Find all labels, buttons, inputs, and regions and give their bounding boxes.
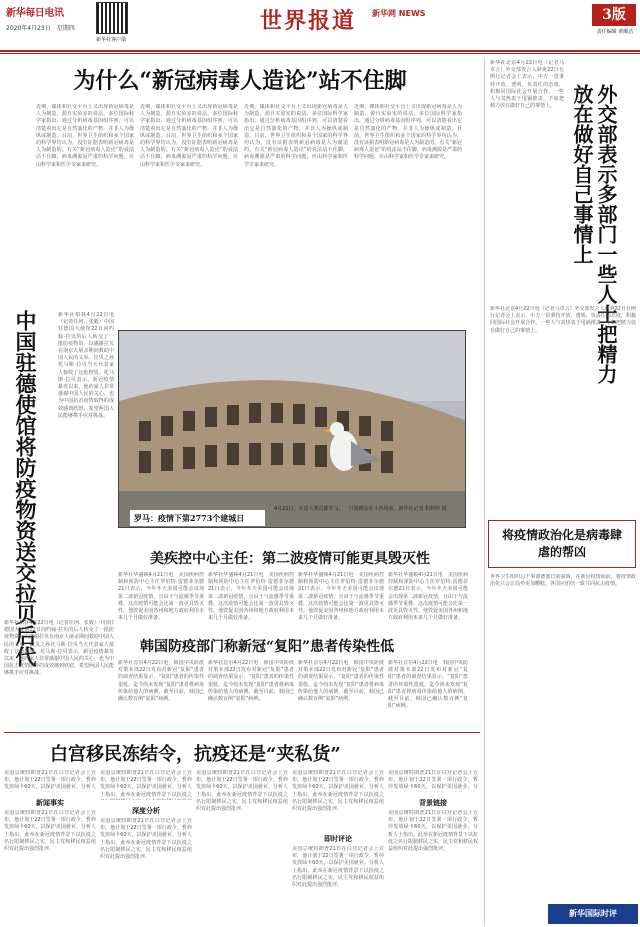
whitehouse-body-col5a: 美国总统特朗普21日在白宫记者会上宣布，他计划于22日签署一项行政令，暂停发放绿卡60天，以保护美国就业。分	[388, 770, 478, 791]
box-headline[interactable]: 将疫情政治化是病毒肆虐的帮凶	[501, 528, 622, 559]
germany-body-col1: 新华社柏林4月22日电（记者任珂、张毅）中国驻德国大使馆22日向约翰·拉贝的后人转交了一批防疫物资，以感谢拉贝在南京大屠杀期间救助中国人民的义举。拉贝之孙托马斯·拉贝当天代表家人接收了这批物资。托马斯·拉贝表示，新冠疫情暴发以来，他的家人非常感谢中国人民的关心，也为中国抗击疫情取得的成效感到欣慰，希望两国人民能够携手应对挑战。	[58, 312, 114, 419]
editor-credit: 责任编辑 黄顺洁	[596, 29, 634, 35]
subhead-commentary: 即时评论	[324, 835, 352, 843]
subhead-facts: 新闻事实	[36, 799, 64, 807]
page-number: 3版	[592, 4, 636, 26]
subhead-analysis: 深度分析	[132, 807, 160, 815]
side-body-bottom: 新华社北京4月22日电（记者马卓言）外交部发言人耿爽22日在例行记者会上表示，中方一贯秉持开放、透明、负责任的态度，积极同国际社会开展合作。一些人与其热衷于甩锅推责，不如把精力放在做好自己的事情上。	[490, 306, 636, 334]
whitehouse-body-col2a: 美国总统特朗普21日在白宫记者会上宣布，他计划于22日签署一项行政令，暂停发放绿卡60天，以保护美国就业。分析人士指出，此举在新冠疫情背景下以抗疫之	[100, 770, 192, 798]
qr-label: 新华社客户端	[96, 37, 127, 43]
news-logo: 新华网 NEWS	[372, 9, 426, 18]
whitehouse-body-col1a: 美国总统特朗普21日在白宫记者会上宣布，他计划于22日签署一项行政令，暂停发放绿卡60天，以保护美国就业。分析人	[4, 770, 96, 791]
whitehouse-body-col1b: 美国总统特朗普21日在白宫记者会上宣布，他计划于22日签署一项行政令，暂停发放绿卡60天，以保护美国就业。分析人士指出，此举在新冠疫情背景下以抗疫之名行限制移民之实，民主党和移民权益组织对此提出强烈批评。	[4, 810, 96, 853]
korea-headline[interactable]: 韩国防疫部门称新冠“复阳”患者传染性低	[140, 639, 395, 655]
korea-body-col2: 新华社首尔4月22日电 韩国中央防疫对策本部22日发布对新冠“复阳”患者的调查结果显示，“复阳”患者的传染性很低，迄今尚未发现“复阳”患者将病毒传染给他人的病例。截至目前，韩国已确认数百例“复阳”病例。	[208, 660, 294, 703]
footer-logo[interactable]: 新华国际时评	[548, 904, 638, 924]
korea-body-col1: 新华社首尔4月22日电 韩国中央防疫对策本部22日发布对新冠“复阳”患者的调查结果显示，“复阳”患者的传染性很低，迄今尚未发现“复阳”患者将病毒传染给他人的病例。截至目前，韩国已确认数百例“复阳”病例。	[118, 660, 204, 703]
cdc-body-col2: 新华社华盛顿4月21日电 美国疾病控制和预防中心主任罗伯特·雷德菲尔德21日表示，今年冬天美国可能会出现第二波新冠疫情，且由于与流感季节重叠，这次疫情可能会比第一波更具毁灭性。他敦促美国各州和地方政府利用未来几个月做好准备。	[208, 572, 294, 622]
whitehouse-body-col5b: 美国总统特朗普21日在白宫记者会上宣布，他计划于22日签署一项行政令，暂停发放绿卡60天，以保护美国就业。分析人士指出，此举在新冠疫情背景下以抗疫之名行限制移民之实，民主党和移民权益组织对此提出强烈批评。	[388, 810, 478, 853]
qr-code[interactable]	[96, 2, 128, 34]
photo-detail: 4月21日，在意大利首都罗马，一只海鸥站在斗兽场前。新华社记者 程婷婷 摄	[274, 506, 447, 512]
korea-body-col4: 新华社首尔4月22日电 韩国中央防疫对策本部22日发布对新冠“复阳”患者的调查结果显示，“复阳”患者的传染性很低，迄今尚未发现“复阳”患者将病毒传染给他人的病例。截至目前，韩国已确认数百例“复阳”病例。	[388, 660, 468, 710]
cdc-body-col3: 新华社华盛顿4月21日电 美国疾病控制和预防中心主任罗伯特·雷德菲尔德21日表示，今年冬天美国可能会出现第二波新冠疫情，且由于与流感季节重叠，这次疫情可能会比第一波更具毁灭性。他敦促美国各州和地方政府利用未来几个月做好准备。	[298, 572, 384, 622]
subhead-background: 背景链接	[419, 799, 447, 807]
side-body-top: 新华社北京4月22日电（记者马卓言）外交部发言人耿爽22日在例行记者会上表示，中方一贯秉持开放、透明、负责任的态度，积极同国际社会开展合作。一些人与其热衷于甩锅推责，不如把精力放在做好自己的事情上。	[490, 60, 564, 110]
whitehouse-body-col4a: 美国总统特朗普21日在白宫记者会上宣布，他计划于22日签署一项行政令，暂停发放绿卡60天，以保护美国就业。分析人士指出，此举在新冠疫情背景下以抗疫之名行限制移民之实，民主党和移民权益组织对此提出强烈批评。	[292, 770, 384, 813]
brand-title: 新华每日电讯	[6, 8, 64, 19]
whitehouse-body-col3: 美国总统特朗普21日在白宫记者会上宣布，他计划于22日签署一项行政令，暂停发放绿卡60天，以保护美国就业。分析人士指出，此举在新冠疫情背景下以抗疫之名行限制移民之实，民主党和移民权益组织对此提出强烈批评。	[196, 770, 288, 813]
side-headline[interactable]: 外交部表示多部门一些人士把精力放在做好自己事情上	[570, 84, 618, 384]
lead-body-col1: 近期，媒体和社交平台上又出现新冠病毒是人为制造、源自实验室的说法。多位国际科学家指出，通过分析病毒基因组序列，可以清楚看出它是自然演化的产物，并非人为操纵或制造。目前，世界卫生组织和多个国家的科学界均认为，没有证据表明新冠病毒是人为制造的。有关“新冠病毒人造论”的说法站不住脚，病毒溯源是严肃的科学问题，应由科学家和医学专家来研究。	[36, 104, 134, 168]
lead-body-col3: 近期，媒体和社交平台上又出现新冠病毒是人为制造、源自实验室的说法。多位国际科学家指出，通过分析病毒基因组序列，可以清楚看出它是自然演化的产物，并非人为操纵或制造。目前，世界卫生组织和多个国家的科学界均认为，没有证据表明新冠病毒是人为制造的。有关“新冠病毒人造论”的说法站不住脚，病毒溯源是严肃的科学问题，应由科学家和医学专家来研究。	[244, 104, 348, 168]
cdc-body-col4: 新华社华盛顿4月21日电 美国疾病控制和预防中心主任罗伯特·雷德菲尔德21日表示，今年冬天美国可能会出现第二波新冠疫情，且由于与流感季节重叠，这次疫情可能会比第一波更具毁灭性。他敦促美国各州和地方政府利用未来几个月做好准备。	[388, 572, 468, 622]
masthead-rule-thin	[0, 53, 640, 54]
whitehouse-headline[interactable]: 白宫移民冻结令，抗疫还是“夹私货”	[50, 744, 341, 765]
cdc-headline[interactable]: 美疾控中心主任：第二波疫情可能更具毁灭性	[150, 551, 430, 567]
whitehouse-body-col2b: 美国总统特朗普21日在白宫记者会上宣布，他计划于22日签署一项行政令，暂停发放绿卡60天，以保护美国就业。分析人士指出，此举在新冠疫情背景下以抗疫之名行限制移民之实，民主党和移民权益组织对此提出强烈批评。	[100, 818, 192, 861]
lead-headline[interactable]: 为什么“新冠病毒人造论”站不住脚	[73, 68, 407, 94]
commentary-box	[488, 520, 636, 568]
masthead-rule	[0, 50, 640, 52]
whitehouse-body-col4b: 美国总统特朗普21日在白宫记者会上宣布，他计划于22日签署一项行政令，暂停发放绿卡60天，以保护美国就业。分析人士指出，此举在新冠疫情背景下以抗疫之名行限制移民之实，民主党和移民权益组织对此提出强烈批评。	[292, 846, 384, 889]
cdc-body-col1: 新华社华盛顿4月21日电 美国疾病控制和预防中心主任罗伯特·雷德菲尔德21日表示，今年冬天美国可能会出现第二波新冠疫情，且由于与流感季节重叠，这次疫情可能会比第一波更具毁灭性。他敦促美国各州和地方政府利用未来几个月做好准备。	[118, 572, 204, 622]
masthead	[6, 4, 96, 32]
section-title: 世界报道	[260, 8, 357, 34]
box-body: 世界卫生组织总干事谭德塞日前强调，在新冠疫情面前，将疫情政治化只会让局势更加糟糕，各国应团结一致共同抗击疫情。	[490, 574, 636, 588]
column-divider	[484, 58, 485, 926]
germany-headline[interactable]: 中国驻德使馆将防疫物资送交拉贝后代	[13, 310, 38, 667]
colosseum-photo[interactable]	[118, 330, 466, 528]
photo-caption: 罗马：疫情下第2773个建城日	[130, 510, 265, 526]
germany-body-col2: 新华社柏林4月22日电（记者任珂、张毅）中国驻德国大使馆22日向约翰·拉贝的后人转交了一批防疫物资，以感谢拉贝在南京大屠杀期间救助中国人民的义举。拉贝之孙托马斯·拉贝当天代表家人接收了这批物资。托马斯·拉贝表示，新冠疫情暴发以来，他的家人非常感谢中国人民的关心，也为中国抗击疫情取得的成效感到欣慰，希望两国人民能够携手应对挑战。	[4, 620, 114, 677]
lead-body-col2: 近期，媒体和社交平台上又出现新冠病毒是人为制造、源自实验室的说法。多位国际科学家指出，通过分析病毒基因组序列，可以清楚看出它是自然演化的产物，并非人为操纵或制造。目前，世界卫生组织和多个国家的科学界均认为，没有证据表明新冠病毒是人为制造的。有关“新冠病毒人造论”的说法站不住脚，病毒溯源是严肃的科学问题，应由科学家和医学专家来研究。	[140, 104, 238, 168]
divider	[4, 732, 480, 733]
lead-body-col4: 近期，媒体和社交平台上又出现新冠病毒是人为制造、源自实验室的说法。多位国际科学家指出，通过分析病毒基因组序列，可以清楚看出它是自然演化的产物，并非人为操纵或制造。目前，世界卫生组织和多个国家的科学界均认为，没有证据表明新冠病毒是人为制造的。有关“新冠病毒人造论”的说法站不住脚，病毒溯源是严肃的科学问题，应由科学家和医学专家来研究。	[354, 104, 462, 161]
issue-date: 2020年4月23日 星期四	[6, 25, 75, 32]
korea-body-col3: 新华社首尔4月22日电 韩国中央防疫对策本部22日发布对新冠“复阳”患者的调查结果显示，“复阳”患者的传染性很低，迄今尚未发现“复阳”患者将病毒传染给他人的病例。截至目前，韩国已确认数百例“复阳”病例。	[298, 660, 384, 703]
